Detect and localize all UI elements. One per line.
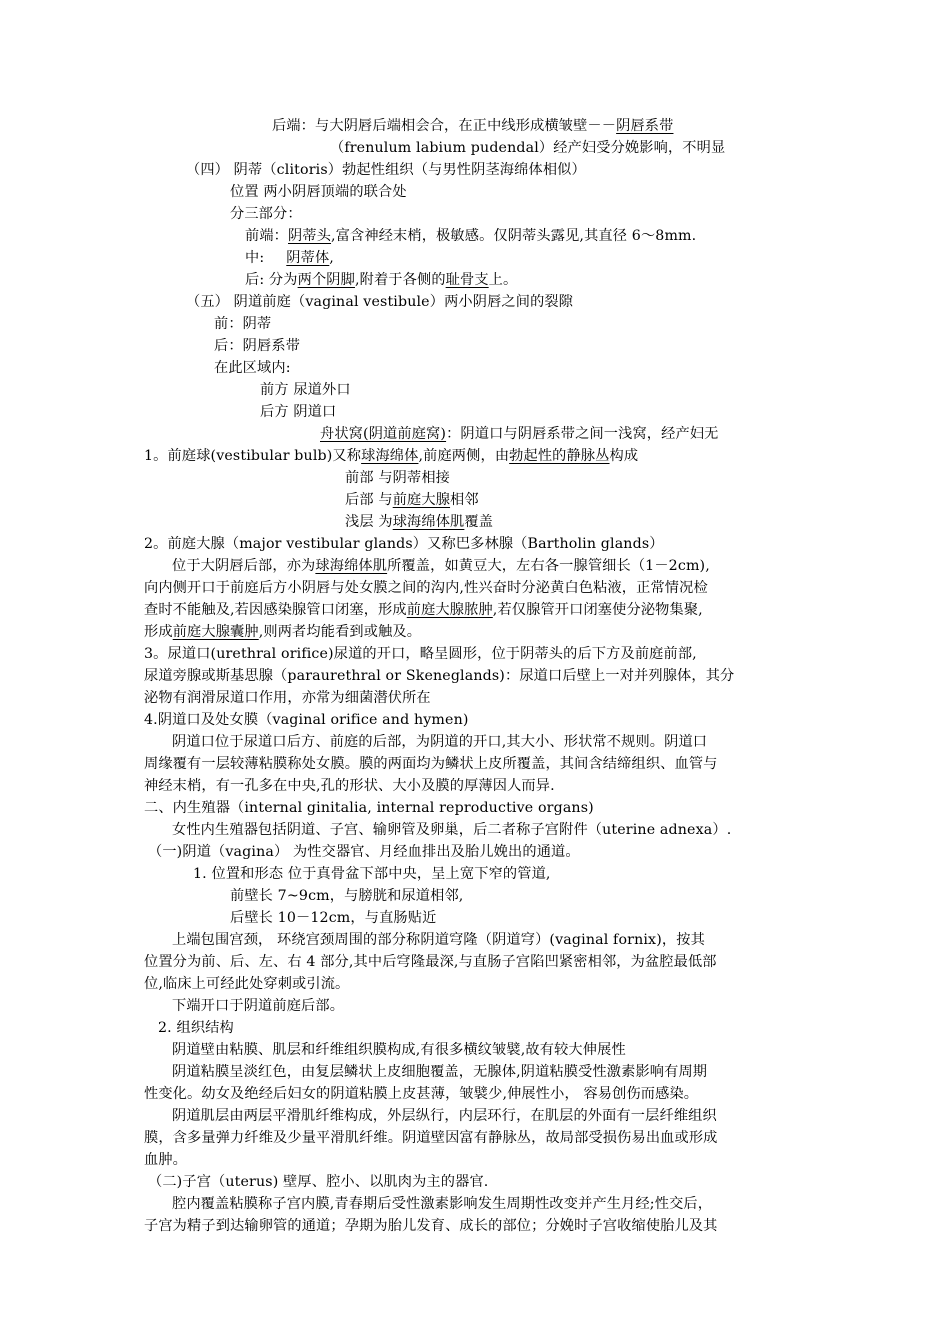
text-line: 1。前庭球(vestibular bulb)又称球海绵体,前庭两侧，由勃起性的静脉丛构成	[144, 448, 639, 464]
text-line: 位置 两小阴唇顶端的联合处	[230, 184, 407, 200]
underlined-term: 勃起性的静脉丛	[509, 448, 610, 464]
text-line: 上端包围宫颈， 环绕宫颈周围的部分称阴道穹隆（阴道穹）(vaginal fornix)，按其	[172, 932, 705, 948]
underlined-term: 阴蒂头	[288, 228, 332, 244]
text-line: 2. 组织结构	[158, 1020, 234, 1036]
text-line: 位置分为前、后、左、右 4 部分,其中后穹隆最深,与直肠子宫陷凹紧密相邻，为盆腔最低部	[144, 954, 717, 970]
text-line: 查时不能触及,若因感染腺管口闭塞，形成前庭大腺脓肿,若仅腺管开口闭塞使分泌物集聚,	[144, 602, 703, 618]
section-heading: 4.阴道口及处女膜（vaginal orifice and hymen)	[144, 712, 469, 728]
text-line: 阴道壁由粘膜、肌层和纤维组织膜构成,有很多横纹皱襞,故有较大伸展性	[172, 1042, 626, 1058]
underlined-term: 耻骨支	[445, 272, 489, 288]
text-line: 周缘覆有一层较薄粘膜称处女膜。膜的两面均为鳞状上皮所覆盖，其间含结缔组织、血管与	[144, 756, 718, 772]
text-line: 阴道口位于尿道口后方、前庭的后部，为阴道的开口,其大小、形状常不规则。阴道口	[172, 734, 708, 750]
text-line: 后端：与大阴唇后端相会合，在正中线形成横皱壁－－阴唇系带	[272, 118, 674, 134]
section-heading: 3。尿道口(urethral orifice)尿道的开口，略呈圆形，位于阴蒂头的后下方及前庭前部,	[144, 646, 697, 662]
text-line: 腔内覆盖粘膜称子宫内膜,青春期后受性激素影响发生周期性改变并产生月经;性交后，	[172, 1196, 713, 1212]
text-line: 浅层 为球海绵体肌覆盖	[345, 514, 494, 530]
text-line: 向内侧开口于前庭后方小阴唇与处女膜之间的沟内,性兴奋时分泌黄白色粘液，正常情况检	[144, 580, 708, 596]
text-line: 女性内生殖器包括阴道、子宫、输卵管及卵巢，后二者称子宫附件（uterine adnexa）.	[172, 822, 732, 838]
text-line: 阴道粘膜呈淡红色，由复层鳞状上皮细胞覆盖，无腺体,阴道粘膜受性激素影响有周期	[172, 1064, 708, 1080]
text-line: 子宫为精子到达输卵管的通道；孕期为胎儿发育、成长的部位；分娩时子宫收缩使胎儿及其	[144, 1218, 718, 1234]
underlined-term: 前庭大腺囊肿	[172, 624, 259, 640]
text-line: 在此区域内:	[214, 360, 291, 376]
text-line: 阴道肌层由两层平滑肌纤维构成，外层纵行，内层环行，在肌层的外面有一层纤维组织	[172, 1108, 717, 1124]
text-line: 前：阴蒂	[214, 316, 272, 332]
text-line: 后壁长 10－12cm，与直肠贴近	[230, 910, 437, 926]
section-heading: （二)子宫（uterus) 壁厚、腔小、以肌肉为主的器官.	[148, 1174, 489, 1190]
text-line: 前壁长 7~9cm，与膀胱和尿道相邻,	[230, 888, 464, 904]
text-line: 前方 尿道外口	[260, 382, 351, 398]
text-line: 位,临床上可经此处穿刺或引流。	[144, 976, 350, 992]
text-line: 神经末梢，有一孔多在中央,孔的形状、大小及膜的厚薄因人而异.	[144, 778, 555, 794]
underlined-term: 前庭大腺	[392, 492, 451, 508]
text-line: 前端：阴蒂头,富含神经末梢，极敏感。仅阴蒂头露见,其直径 6～8mm.	[245, 228, 697, 244]
text-line: 中: 阴蒂体,	[245, 250, 334, 266]
text-line: 性变化。幼女及绝经后妇女的阴道粘膜上皮甚薄，皱襞少,伸展性小， 容易创伤而感染。	[144, 1086, 699, 1102]
text-line: 分三部分：	[230, 206, 302, 222]
text-line: 膜，含多量弹力纤维及少量平滑肌纤维。阴道壁因富有静脉丛，故局部受损伤易出血或形成	[144, 1130, 718, 1146]
underlined-term: 阴蒂体	[286, 250, 330, 266]
underlined-term: 阴唇系带	[616, 118, 674, 134]
section-heading: （一)阴道（vagina） 为性交器官、月经血排出及胎儿娩出的通道。	[148, 844, 580, 860]
underlined-term: 球海绵体	[361, 448, 419, 464]
text-line: （frenulum labium pudendal）经产妇受分娩影响，不明显	[330, 140, 726, 156]
underlined-term: 前庭大腺脓肿	[406, 602, 493, 618]
text-line: 血肿。	[144, 1152, 188, 1168]
underlined-term: 球海绵体肌	[392, 514, 465, 530]
section-heading: 2。前庭大腺（major vestibular glands）又称巴多林腺（Bartholin glands）	[144, 536, 664, 552]
text-line: 后：阴唇系带	[214, 338, 301, 354]
text-line: 下端开口于阴道前庭后部。	[172, 998, 345, 1014]
section-heading: （五） 阴道前庭（vaginal vestibule）两小阴唇之间的裂隙	[186, 294, 574, 310]
text-line: 后: 分为两个阴脚,附着于各侧的耻骨支上。	[245, 272, 518, 288]
underlined-term: 舟状窝(阴道前庭窝)	[320, 426, 447, 442]
text-line: 位于大阴唇后部，亦为球海绵体肌所覆盖，如黄豆大，左右各一腺管细长（1－2cm),	[172, 558, 710, 574]
text-line: 尿道旁腺或斯基思腺（paraurethral or Skeneglands)：尿道口后壁上一对并列腺体，其分	[144, 668, 735, 684]
text-line: 舟状窝(阴道前庭窝)：阴道口与阴唇系带之间一浅窝，经产妇无	[320, 426, 719, 442]
text-line: 后部 与前庭大腺相邻	[345, 492, 479, 508]
text-line: 前部 与阴蒂相接	[345, 470, 451, 486]
section-heading: 二、内生殖器（internal ginitalia, internal reproductive organs)	[144, 800, 594, 816]
text-line: 后方 阴道口	[260, 404, 337, 420]
section-heading: （四） 阴蒂（clitoris）勃起性组织（与男性阴茎海绵体相似）	[186, 162, 586, 178]
text-line: 形成前庭大腺囊肿,则两者均能看到或触及。	[144, 624, 422, 640]
text-line: 1. 位置和形态 位于真骨盆下部中央，呈上宽下窄的管道,	[193, 866, 551, 882]
underlined-term: 球海绵体肌	[315, 558, 388, 574]
text-line: 泌物有润滑尿道口作用，亦常为细菌潜伏所在	[144, 690, 431, 706]
underlined-term: 两个阴脚	[297, 272, 355, 288]
